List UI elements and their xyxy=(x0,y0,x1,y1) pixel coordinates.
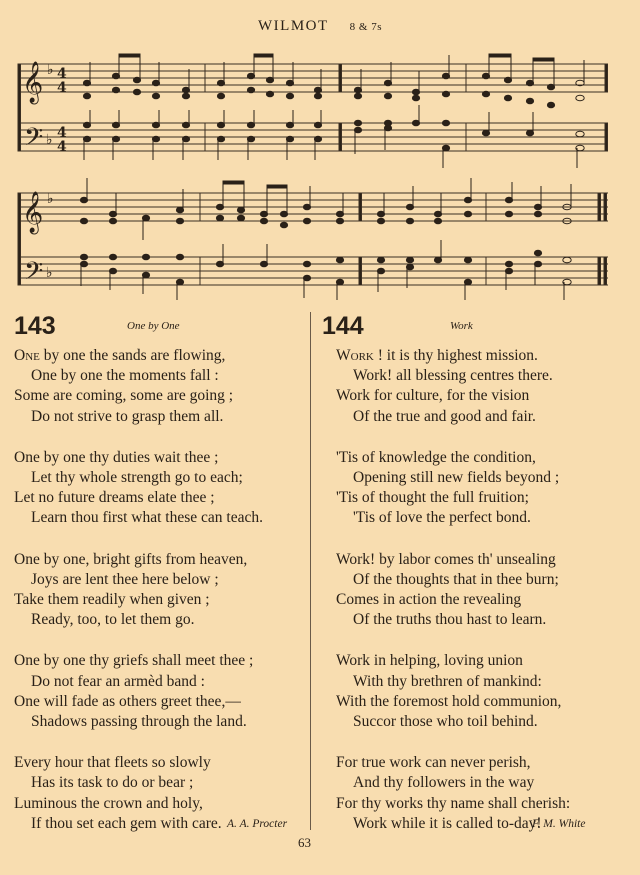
treble-staff-2 xyxy=(20,193,608,221)
hymn-number: 143 xyxy=(14,312,56,340)
tune-header xyxy=(0,18,640,35)
hymn-number: 144 xyxy=(322,312,364,340)
svg-text:4: 4 xyxy=(57,66,67,82)
stanza-5: For true work can never perish, And thy followers in the way For thy works thy name shall cherish: Work while it is called to-day! xyxy=(336,754,571,832)
stanza-4: One by one thy griefs shall meet thee ; Do not fear an armèd band : One will fade as others greet thee,— Shadows passing through the land. xyxy=(14,652,254,731)
bass-staff-2 xyxy=(20,257,608,285)
svg-text:4: 4 xyxy=(57,125,67,141)
hymn-143-author: A. A. Procter xyxy=(227,818,288,830)
hymn-144-author: F. M. White xyxy=(532,818,586,830)
treble-clef-icon: 𝄞 xyxy=(22,62,44,103)
svg-text:♭: ♭ xyxy=(47,191,54,207)
bass-clef-icon: 𝄢 xyxy=(24,123,44,158)
stanza-4: Work in helping, loving union With thy brethren of mankind: With the foremost hold communion, Succor those who toil behind. xyxy=(336,652,562,731)
notes-system-2-treble xyxy=(80,178,571,240)
bass-staff-1 xyxy=(20,123,608,151)
hymn-144 xyxy=(322,312,617,855)
svg-text:♭: ♭ xyxy=(47,62,54,78)
hymn-143 xyxy=(14,312,310,855)
tune-meter: 8 & 7s xyxy=(349,21,382,33)
svg-text:𝄢: 𝄢 xyxy=(24,257,44,292)
stanza-3: Work! by labor comes th' unsealing Of the thoughts that in thee burn; Comes in action the revealing Of the truths thou hast to learn. xyxy=(336,550,559,629)
hymn-title: Work xyxy=(450,320,473,332)
stanza-1: One by one the sands are flowing, One by one the moments fall : Some are coming, some are going ; Do not strive to grasp them all. xyxy=(14,347,234,425)
svg-text:𝄞: 𝄞 xyxy=(22,192,44,233)
notes-system-1-treble xyxy=(83,54,584,108)
tune-name: WILMOT xyxy=(258,18,329,34)
notes-system-2-bass xyxy=(80,240,571,300)
hymn-title: One by One xyxy=(127,320,180,332)
svg-text:♭: ♭ xyxy=(46,132,53,148)
column-divider xyxy=(310,312,311,830)
svg-text:♭: ♭ xyxy=(46,265,53,281)
stanza-2: 'Tis of knowledge the condition, Opening still new fields beyond ; 'Tis of thought the full fruition; 'Tis of love the perfect bond. xyxy=(336,448,560,527)
stanza-1: Work ! it is thy highest mission. Work! all blessing centres there. Work for culture, for the vision Of the true and good and fair. xyxy=(336,347,553,425)
svg-text:4: 4 xyxy=(57,139,67,155)
stanza-2: One by one thy duties wait thee ; Let thy whole strength go to each; Let no future dreams elate thee ; Learn thou first what these can teach. xyxy=(14,448,263,527)
treble-staff-1 xyxy=(20,64,608,92)
stanza-3: One by one, bright gifts from heaven, Joys are lent thee here below ; Take them readily when given ; Ready, too, to let them go. xyxy=(14,550,248,629)
music-score xyxy=(0,50,640,300)
first-word: One xyxy=(14,347,40,364)
svg-text:4: 4 xyxy=(57,80,67,96)
stanza-5: Every hour that fleets so slowly Has its task to do or bear ; Luminous the crown and holy, If thou set each gem with care. xyxy=(14,754,222,832)
page-number: 63 xyxy=(298,835,311,850)
first-word: Work xyxy=(336,347,374,364)
